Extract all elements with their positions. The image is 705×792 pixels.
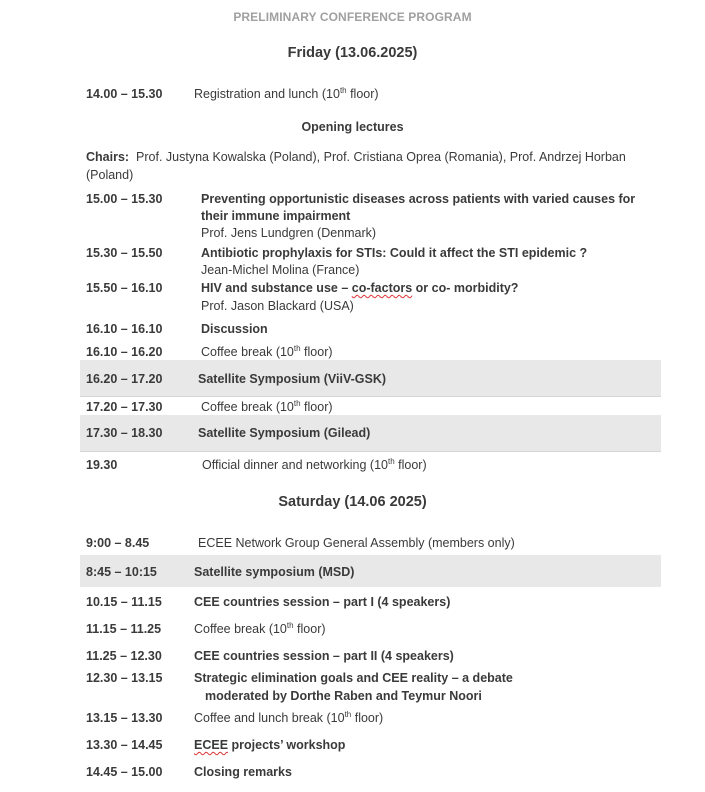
registration-time: 14.00 – 15.30: [86, 87, 163, 101]
dinner-text: Official dinner and networking (10th floor): [202, 456, 427, 472]
lunch-time: 13.15 – 13.30: [86, 711, 163, 725]
assembly-text: ECEE Network Group General Assembly (members only): [198, 536, 515, 550]
closing-text: Closing remarks: [194, 765, 292, 779]
msd-time: 8:45 – 10:15: [86, 565, 157, 579]
talk2-time: 15.30 – 15.50: [86, 246, 163, 260]
talk1-speaker: Prof. Jens Lundgren (Denmark): [201, 226, 377, 240]
debate-time: 12.30 – 13.15: [86, 671, 163, 685]
coffee1-text: Coffee break (10th floor): [201, 343, 333, 359]
satellite2-row-band: [80, 415, 661, 451]
msd-row-band: [80, 555, 661, 587]
satellite1-time: 16.20 – 17.20: [86, 372, 163, 386]
row-divider: [80, 396, 661, 397]
cee2-text: CEE countries session – part II (4 speakers): [194, 649, 454, 663]
dinner-time: 19.30: [86, 458, 118, 472]
cee1-text: CEE countries session – part I (4 speakers): [194, 595, 451, 609]
satellite1-text: Satellite Symposium (ViiV-GSK): [198, 372, 387, 386]
chairs-line-continued: (Poland): [86, 168, 134, 182]
workshop-text: ECEE projects’ workshop: [194, 738, 346, 752]
talk1-title-continued: their immune impairment: [201, 209, 351, 223]
satellite2-text: Satellite Symposium (Gilead): [198, 426, 371, 440]
workshop-time: 13.30 – 14.45: [86, 738, 163, 752]
satellite2-time: 17.30 – 18.30: [86, 426, 163, 440]
talk2-speaker: Jean-Michel Molina (France): [201, 263, 360, 277]
coffee2-time: 17.20 – 17.30: [86, 400, 163, 414]
opening-lectures-heading: Opening lectures: [301, 120, 404, 134]
lunch-text: Coffee and lunch break (10th floor): [194, 709, 384, 725]
cee2-time: 11.25 – 12.30: [86, 649, 162, 663]
sat-coffee-text: Coffee break (10th floor): [194, 620, 326, 636]
saturday-heading: Saturday (14.06 2025): [278, 494, 427, 510]
assembly-time: 9:00 – 8.45: [86, 536, 150, 550]
program-title: PRELIMINARY CONFERENCE PROGRAM: [233, 10, 472, 24]
sat-coffee-time: 11.15 – 11.25: [86, 622, 162, 636]
coffee2-text: Coffee break (10th floor): [201, 398, 333, 414]
talk3-speaker: Prof. Jason Blackard (USA): [201, 299, 354, 313]
chairs-line: Chairs: Prof. Justyna Kowalska (Poland), Prof. Cristiana Oprea (Romania), Prof. Andrzej Horban: [86, 150, 626, 164]
talk3-title: HIV and substance use – co-factors or co- morbidity?: [201, 281, 519, 295]
debate-moderators: moderated by Dorthe Raben and Teymur Noori: [205, 689, 482, 703]
closing-time: 14.45 – 15.00: [86, 765, 163, 779]
talk1-title: Preventing opportunistic diseases across patients with varied causes for: [201, 192, 636, 206]
talk2-title: Antibiotic prophylaxis for STIs: Could it affect the STI epidemic ?: [201, 246, 588, 260]
row-divider: [80, 451, 661, 452]
registration-text: Registration and lunch (10th floor): [194, 85, 379, 101]
discussion-time: 16.10 – 16.10: [86, 322, 163, 336]
discussion-text: Discussion: [201, 322, 268, 336]
talk1-time: 15.00 – 15.30: [86, 192, 163, 206]
cee1-time: 10.15 – 11.15: [86, 595, 162, 609]
friday-heading: Friday (13.06.2025): [287, 45, 418, 61]
debate-title: Strategic elimination goals and CEE reality – a debate: [194, 671, 513, 685]
talk3-time: 15.50 – 16.10: [86, 281, 163, 295]
msd-text: Satellite symposium (MSD): [194, 565, 355, 579]
coffee1-time: 16.10 – 16.20: [86, 345, 163, 359]
